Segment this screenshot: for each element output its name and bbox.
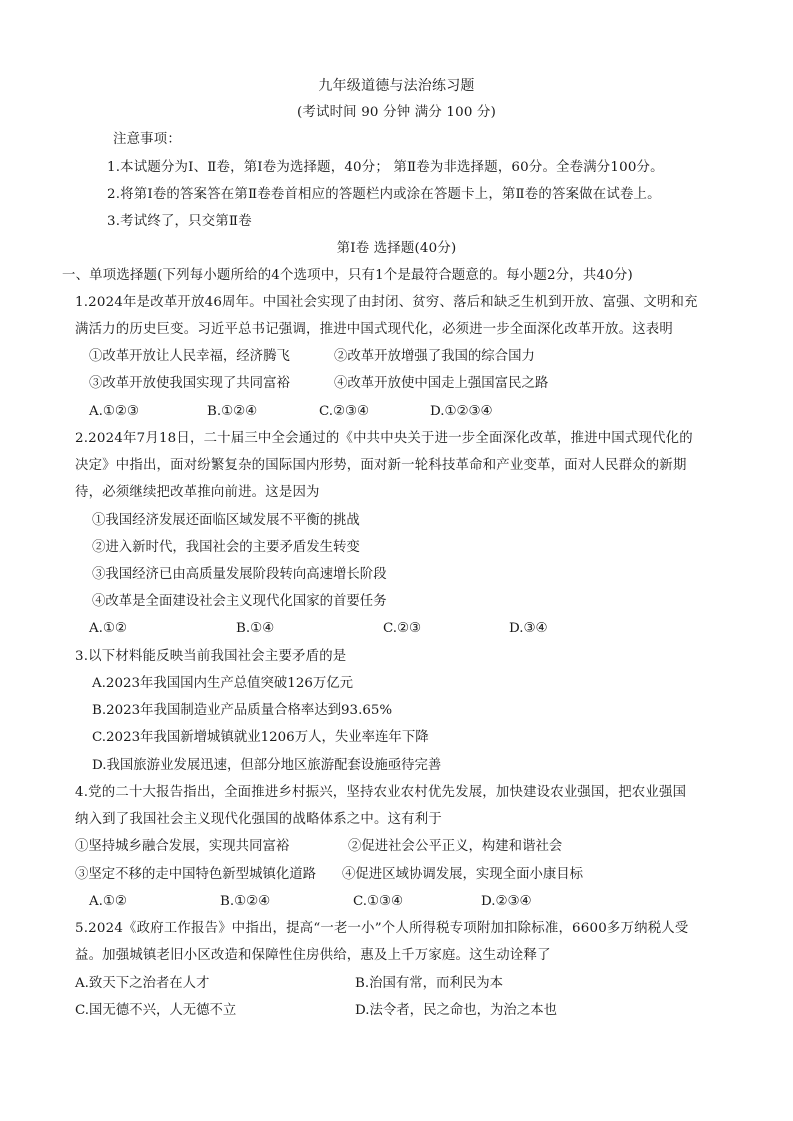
question-stem: 纳入到了我国社会主义现代化强国的战略体系之中。这有利于 — [75, 812, 442, 827]
statement: ②改革开放增强了我国的综合国力 — [334, 349, 535, 364]
statement: ④改革是全面建设社会主义现代化国家的首要任务 — [92, 594, 387, 609]
answer-choice: A.①②③ — [89, 404, 139, 419]
statement: ①我国经济发展还面临区域发展不平衡的挑战 — [92, 513, 360, 528]
question-stem: 2.2024年7月18日，二十届三中全会通过的《中共中央关于进一步全面深化改革，推进中国式现代化的 — [75, 431, 693, 446]
notice-item: 2.将第Ⅰ卷的答案答在第Ⅱ卷卷首相应的答题栏内或涂在答题卡上，第Ⅱ卷的答案做在试卷上。 — [107, 187, 661, 202]
statement: ③我国经济已由高质量发展阶段转向高速增长阶段 — [92, 567, 387, 582]
answer-choice: D.我国旅游业发展迅速，但部分地区旅游配套设施亟待完善 — [92, 758, 442, 773]
statement: ④改革开放使中国走上强国富民之路 — [334, 376, 549, 391]
answer-choice: D.法令者，民之命也，为治之本也 — [355, 1003, 557, 1018]
answer-choice: D.②③④ — [481, 894, 532, 909]
question-stem: 3.以下材料能反映当前我国社会主要矛盾的是 — [75, 649, 347, 664]
answer-choice: C.②③④ — [319, 404, 370, 419]
notice-item: 3.考试终了，只交第Ⅱ卷 — [107, 214, 252, 229]
answer-choice: B.2023年我国制造业产品质量合格率达到93.65% — [92, 703, 393, 718]
statement: ①改革开放让人民幸福，经济腾飞 — [89, 349, 290, 364]
answer-choice: B.①②④ — [220, 894, 271, 909]
question-stem: 益。加强城镇老旧小区改造和保障性住房供给，惠及上千万家庭。这生动诠释了 — [75, 948, 551, 963]
answer-choice: A.①② — [89, 894, 127, 909]
answer-choice: C.国无德不兴，人无德不立 — [75, 1003, 237, 1018]
question-stem: 决定》中指出，面对纷繁复杂的国际国内形势，面对新一轮科技革命和产业变革，面对人民群众的新期 — [75, 458, 687, 473]
question-stem: 4.党的二十大报告指出，全面推进乡村振兴，坚持农业农村优先发展，加快建设农业强国，把农业强国 — [75, 785, 687, 800]
part-heading: 一、单项选择题(下列每小题所给的4个选项中，只有1个是最符合题意的。每小题2分，共40分) — [62, 268, 633, 283]
answer-choice: C.2023年我国新增城镇就业1206万人，失业率连年下降 — [92, 730, 429, 745]
answer-choice: B.①④ — [236, 621, 275, 636]
answer-choice: A.①② — [89, 621, 127, 636]
statement: ③坚定不移的走中国特色新型城镇化道路 — [75, 867, 317, 882]
answer-choice: B.治国有常，而利民为本 — [355, 976, 504, 991]
question-stem: 待，必须继续把改革推向前进。这是因为 — [75, 485, 320, 500]
answer-choice: C.①③④ — [353, 894, 404, 909]
statement: ②进入新时代，我国社会的主要矛盾发生转变 — [92, 540, 360, 555]
answer-choice: B.①②④ — [207, 404, 258, 419]
answer-choice: C.②③ — [383, 621, 422, 636]
question-stem: 5.2024《政府工作报告》中指出，提高“一老一小”个人所得税专项附加扣除标准，6600多万纳税人受 — [75, 921, 689, 936]
answer-choice: D.①②③④ — [430, 404, 493, 419]
statement: ④促进区域协调发展，实现全面小康目标 — [342, 867, 584, 882]
statement: ②促进社会公平正义，构建和谐社会 — [348, 839, 563, 854]
question-stem: 1.2024年是改革开放46周年。中国社会实现了由封闭、贫穷、落后和缺乏生机到开放、富强、文明和充 — [75, 295, 698, 310]
statement: ③改革开放使我国实现了共同富裕 — [89, 376, 290, 391]
notice-item: 1.本试题分为Ⅰ、Ⅱ卷，第Ⅰ卷为选择题，40分； 第Ⅱ卷为非选择题，60分。全卷满分100分。 — [107, 160, 664, 175]
exam-title: 九年级道德与法治练习题 — [318, 78, 475, 94]
answer-choice: A.2023年我国国内生产总值突破126万亿元 — [92, 676, 354, 691]
notice-heading: 注意事项： — [113, 132, 181, 147]
statement: ①坚持城乡融合发展，实现共同富裕 — [75, 839, 290, 854]
answer-choice: A.致天下之治者在人才 — [75, 976, 210, 991]
answer-choice: D.③④ — [509, 621, 548, 636]
exam-subtitle: (考试时间 90 分钟 满分 100 分) — [296, 105, 497, 120]
section-title: 第Ⅰ卷 选择题(40分) — [336, 241, 457, 256]
question-stem: 满活力的历史巨变。习近平总书记强调，推进中国式现代化，必须进一步全面深化改革开放。这表明 — [75, 322, 673, 337]
